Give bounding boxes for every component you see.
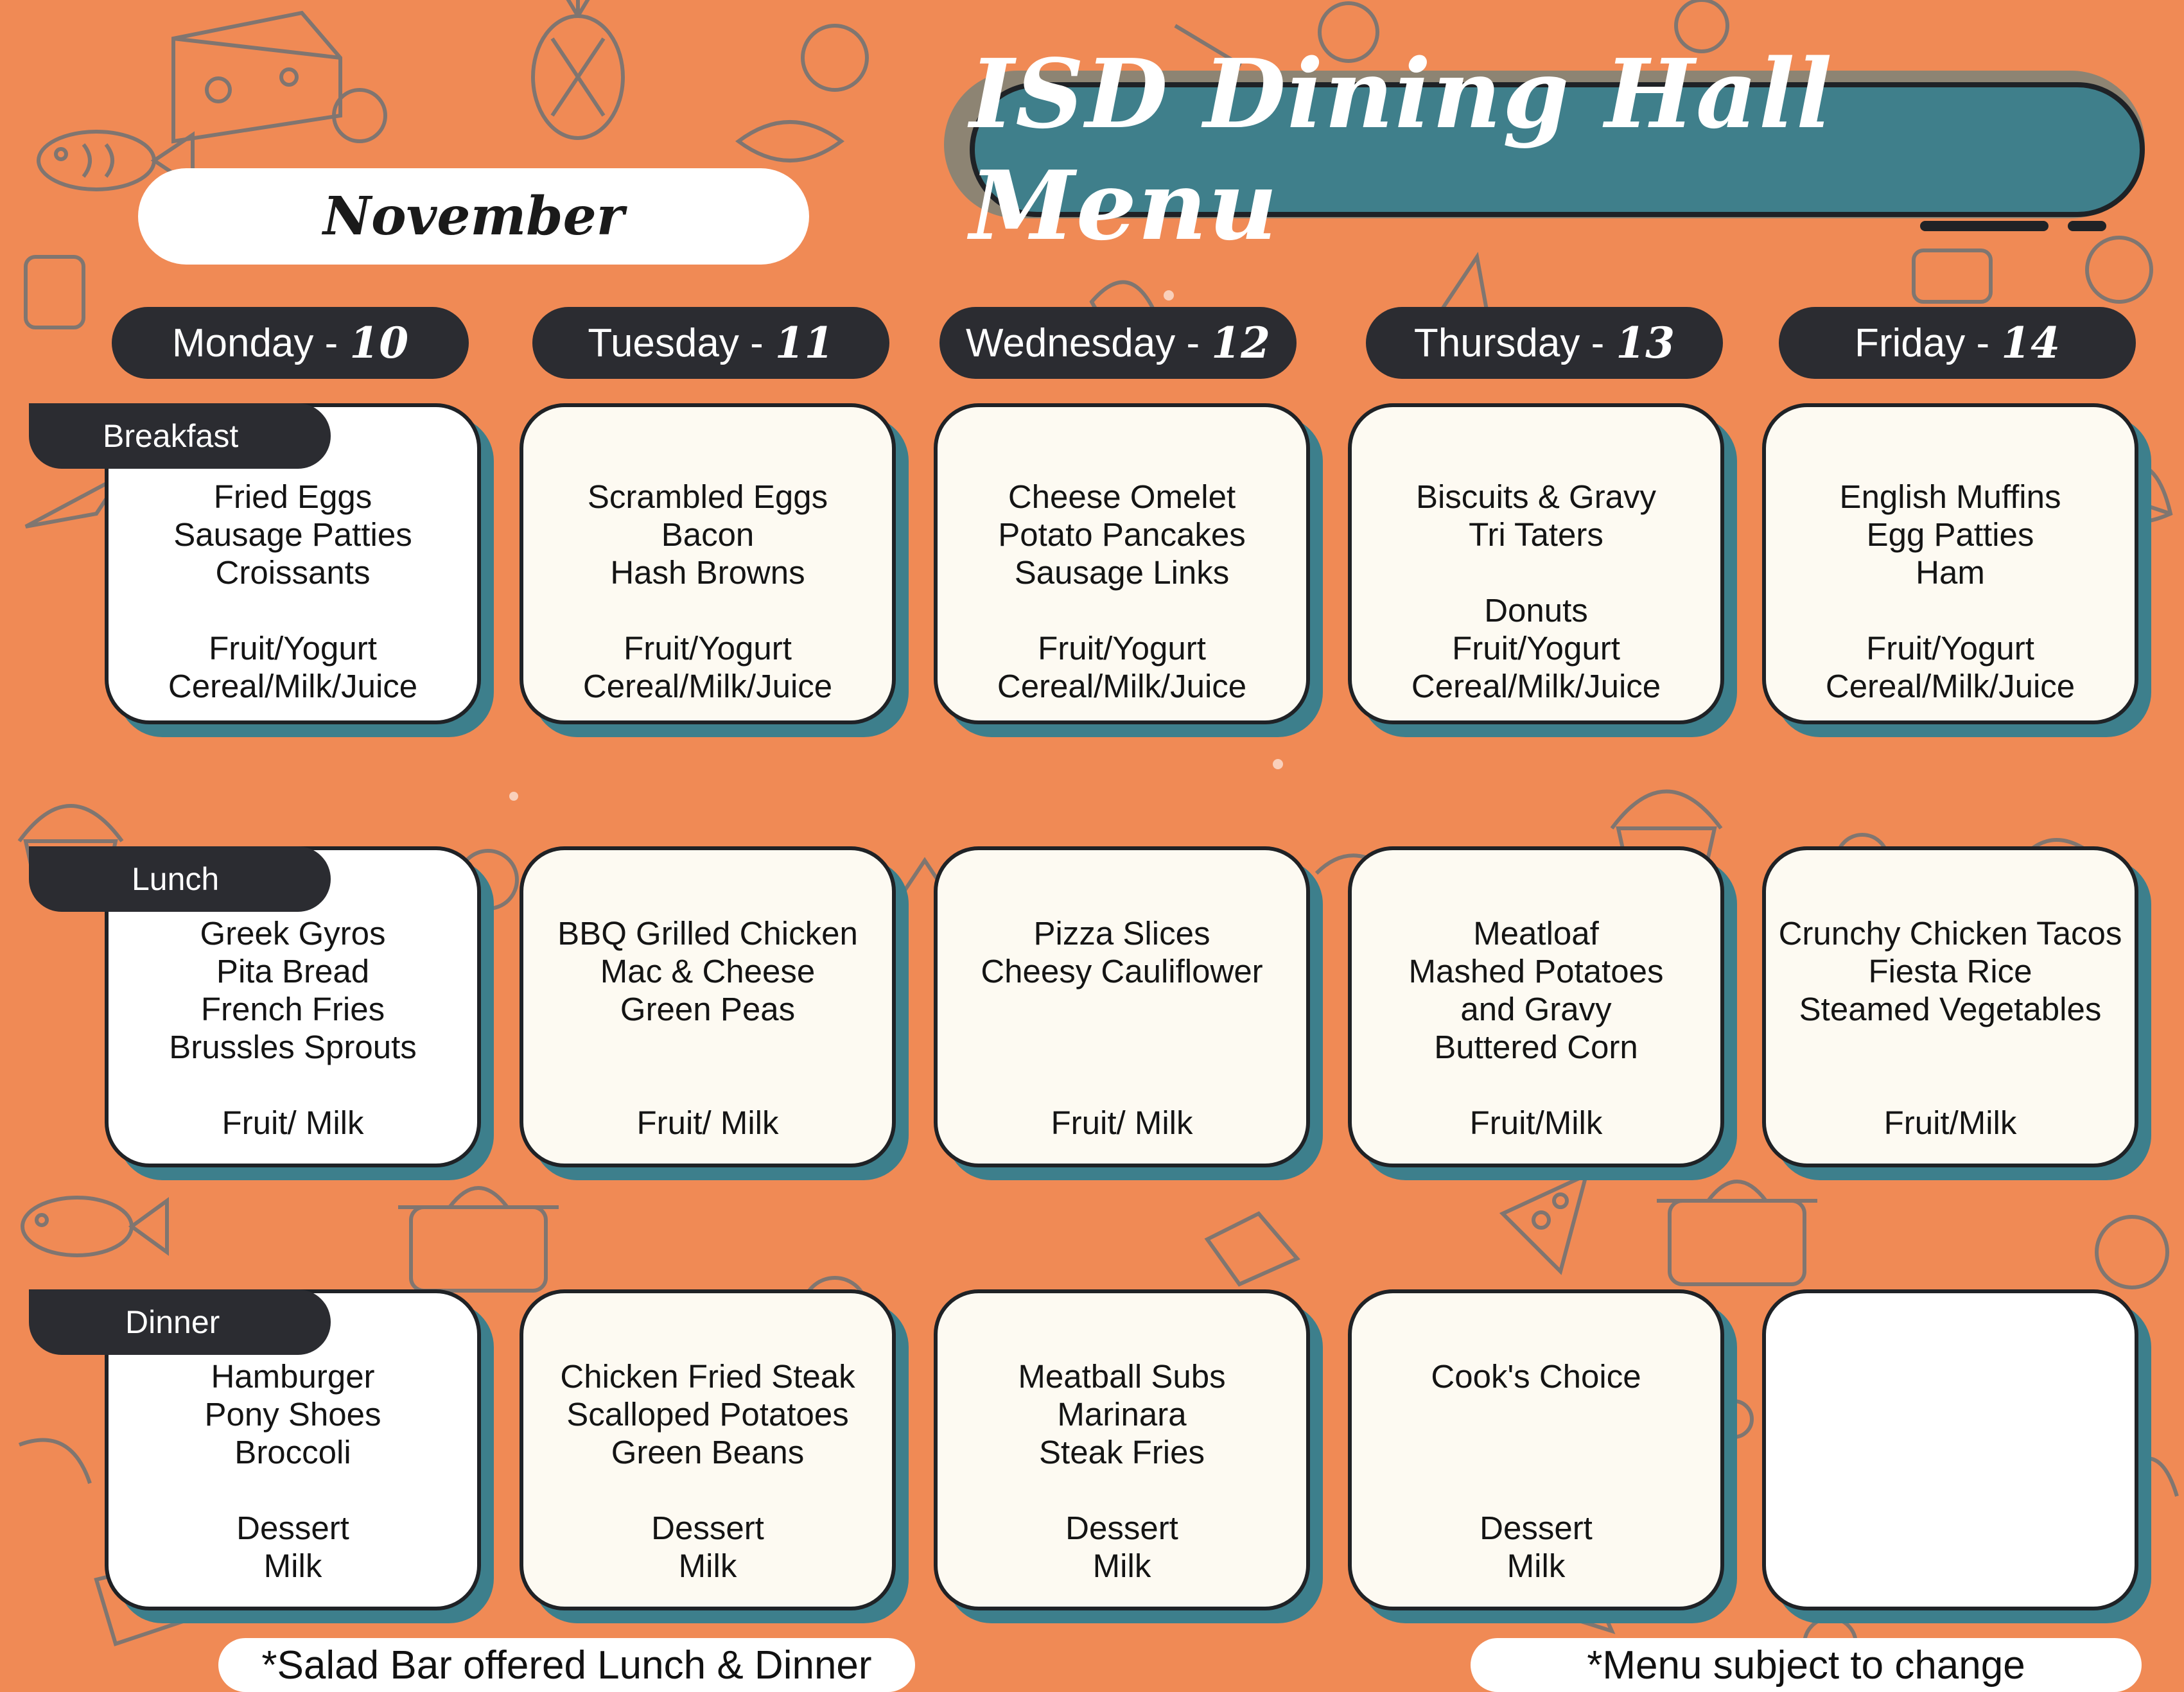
menu-item: Cereal/Milk/Juice (1411, 668, 1661, 704)
menu-item: Pony Shoes (204, 1396, 381, 1433)
menu-item: Crunchy Chicken Tacos (1778, 915, 2122, 952)
menu-item: Fruit/ Milk (636, 1104, 779, 1141)
breakfast-card-tuesday (520, 403, 896, 724)
menu-item: Cheese Omelet (1008, 478, 1236, 515)
pineapple-icon (533, 0, 623, 138)
menu-item: Green Peas (620, 991, 796, 1027)
menu-item: Scrambled Eggs (587, 478, 828, 515)
menu-item: Fried Eggs (213, 478, 372, 515)
salad-bar-note: *Salad Bar offered Lunch & Dinner (218, 1638, 915, 1692)
menu-item: Fruit/Yogurt (624, 630, 792, 667)
menu-item: Bacon (661, 516, 755, 553)
menu-item: Pita Bread (216, 953, 370, 990)
day-name: Tuesday - (588, 320, 764, 365)
menu-item: Chicken Fried Steak (560, 1358, 855, 1395)
menu-item: Dessert (651, 1510, 764, 1546)
menu-item: Hamburger (211, 1358, 375, 1395)
menu-item: Marinara (1057, 1396, 1187, 1433)
menu-item: Fruit/Yogurt (1452, 630, 1620, 667)
menu-item: Egg Patties (1866, 516, 2034, 553)
menu-item: Fiesta Rice (1868, 953, 2032, 990)
menu-item: Cereal/Milk/Juice (582, 668, 833, 704)
menu-item: Sausage Links (1014, 554, 1230, 591)
lunch-card-thursday (1348, 846, 1724, 1167)
menu-item: Scalloped Potatoes (566, 1396, 849, 1433)
dinner-card-friday (1762, 1289, 2138, 1610)
dinner-card-tuesday (520, 1289, 896, 1610)
lunch-card-tuesday (520, 846, 896, 1167)
menu-item: Fruit/ Milk (222, 1104, 364, 1141)
menu-item: Meatball Subs (1018, 1358, 1226, 1395)
menu-item: Broccoli (234, 1434, 351, 1470)
breakfast-card-friday (1762, 403, 2138, 724)
title-underline-dot (2068, 221, 2106, 231)
day-header-monday (112, 307, 469, 379)
menu-item: BBQ Grilled Chicken (557, 915, 858, 952)
pot-icon (398, 1188, 559, 1291)
menu-item: Milk (263, 1548, 322, 1584)
menu-item: Milk (1507, 1548, 1566, 1584)
day-name: Monday - (171, 320, 338, 365)
day-number: 14 (2001, 318, 2060, 368)
pizza-icon (1503, 1175, 1586, 1271)
menu-item: Fruit/Yogurt (1038, 630, 1206, 667)
pot-icon (1657, 1182, 1817, 1284)
breakfast-card-wednesday (934, 403, 1310, 724)
dinner-card-wednesday (934, 1289, 1310, 1610)
dinner-card-thursday (1348, 1289, 1724, 1610)
meal-tag-breakfast: Breakfast (29, 403, 331, 469)
meal-tag-dinner: Dinner (29, 1289, 331, 1355)
menu-item: Fruit/ Milk (1051, 1104, 1193, 1141)
menu-item: Milk (1092, 1548, 1151, 1584)
menu-item: Donuts (1484, 592, 1588, 629)
menu-item: Brussles Sprouts (169, 1029, 417, 1065)
meal-tag-lunch: Lunch (29, 846, 331, 912)
menu-item: English Muffins (1839, 478, 2061, 515)
menu-item: Fruit/Milk (1469, 1104, 1603, 1141)
day-header-wednesday (939, 307, 1297, 379)
menu-item: Fruit/Yogurt (1866, 630, 2034, 667)
menu-item: Tri Taters (1469, 516, 1603, 553)
day-number: 12 (1211, 318, 1271, 368)
cheese-icon (173, 13, 340, 141)
menu-item: Mac & Cheese (600, 953, 816, 990)
menu-item: Steamed Vegetables (1799, 991, 2102, 1027)
menu-item: Cook's Choice (1431, 1358, 1641, 1395)
menu-item: Hash Browns (610, 554, 805, 591)
menu-change-note: *Menu subject to change (1471, 1638, 2142, 1692)
lunch-card-friday (1762, 846, 2138, 1167)
fish-icon (22, 1198, 167, 1255)
menu-item: Dessert (1065, 1510, 1178, 1546)
menu-item: Cereal/Milk/Juice (1825, 668, 2075, 704)
menu-item: Cereal/Milk/Juice (168, 668, 418, 704)
menu-item: Milk (678, 1548, 737, 1584)
day-header-friday (1779, 307, 2136, 379)
menu-item: Biscuits & Gravy (1415, 478, 1657, 515)
day-number: 11 (774, 318, 834, 368)
menu-item: Ham (1916, 554, 1985, 591)
menu-item: Pizza Slices (1033, 915, 1210, 952)
menu-item: Mashed Potatoes (1408, 953, 1664, 990)
menu-item: Sausage Patties (173, 516, 412, 553)
day-number: 10 (349, 318, 409, 368)
day-name: Wednesday - (965, 320, 1200, 365)
menu-item: Cheesy Cauliflower (981, 953, 1263, 990)
menu-item: and Gravy (1460, 991, 1612, 1027)
day-header-thursday (1366, 307, 1723, 379)
breakfast-card-thursday (1348, 403, 1724, 724)
menu-item: Dessert (236, 1510, 349, 1546)
menu-item: Croissants (215, 554, 371, 591)
menu-item: Fruit/Yogurt (209, 630, 377, 667)
lunch-card-wednesday (934, 846, 1310, 1167)
title-underline-dash (1920, 221, 2049, 231)
menu-item: Cereal/Milk/Juice (997, 668, 1247, 704)
day-name: Friday - (1855, 320, 1990, 365)
menu-item: Green Beans (611, 1434, 805, 1470)
menu-item: Greek Gyros (200, 915, 386, 952)
menu-item: Dessert (1480, 1510, 1593, 1546)
menu-item: Fruit/Milk (1883, 1104, 2017, 1141)
month-label: November (138, 168, 809, 265)
day-name: Thursday - (1413, 320, 1605, 365)
menu-item: Potato Pancakes (998, 516, 1246, 553)
day-header-tuesday (532, 307, 889, 379)
menu-item: Meatloaf (1473, 915, 1599, 952)
page-title: ISD Dining Hall Menu (970, 38, 1834, 261)
menu-item: French Fries (200, 991, 385, 1027)
day-number: 13 (1616, 318, 1675, 368)
menu-item: Steak Fries (1039, 1434, 1205, 1470)
menu-item: Buttered Corn (1434, 1029, 1638, 1065)
